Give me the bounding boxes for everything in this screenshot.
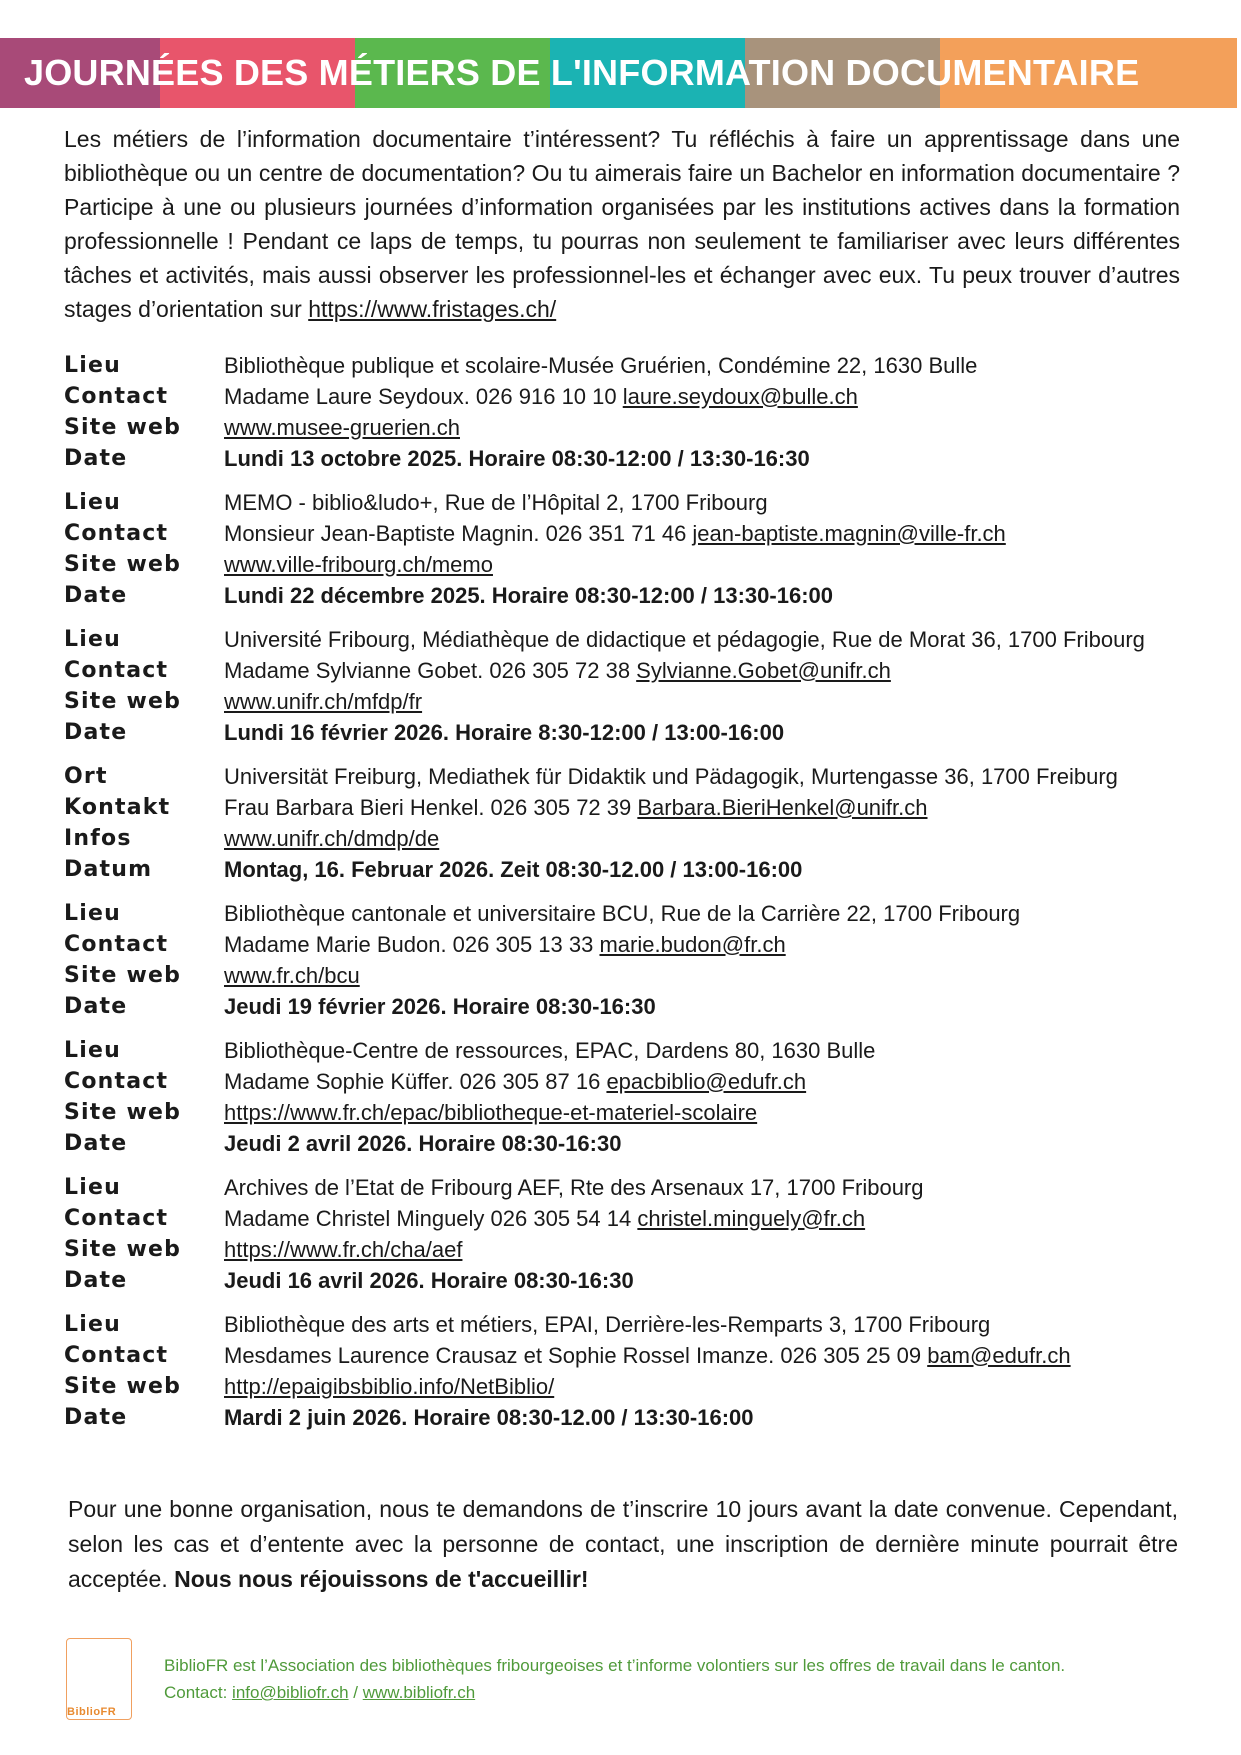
entry-value-contact: [224, 1069, 806, 1095]
entry-value-date: Lundi 16 février 2026. Horaire 8:30-12:00 / 13:00-16:00: [224, 719, 785, 745]
entry-row-site-web: [64, 823, 1214, 854]
entry-label-contact: Kontakt: [64, 795, 171, 820]
entry-value-site-web: [224, 1100, 757, 1126]
entry-value-date: Jeudi 19 février 2026. Horaire 08:30-16:30: [224, 993, 656, 1019]
event-entry: [64, 350, 1214, 474]
entry-row-contact: [64, 929, 1214, 960]
entry-row-site-web: [64, 1371, 1214, 1402]
entry-value-contact: [224, 384, 858, 410]
contact-text: Mesdames Laurence Crausaz et Sophie Rossel Imanze. 026 305 25 09: [224, 1342, 928, 1368]
entry-value-date: Jeudi 16 avril 2026. Horaire 08:30-16:30: [224, 1267, 634, 1293]
entry-value-site-web: [224, 415, 460, 441]
intro-text: Les métiers de l’information documentaire t’intéressent? Tu réfléchis à faire un apprentissage dans une bibliothèque ou un centre de documentation? Ou tu aimerais faire un Bachelor en information documentaire ? Participe à une ou plusieurs journées d’information organisées par les institutions actives dans la formation professionnelle ! Pendant ce laps de temps, tu pourras non seulement te familiariser avec leurs différentes tâches et activités, mais aussi observer les professionnel-les et échanger avec eux. Tu peux trouver d’autres stages d’orientation sur: [64, 126, 1180, 322]
entry-label-lieu: Lieu: [64, 490, 121, 515]
entry-value-lieu: MEMO - biblio&ludo+, Rue de l’Hôpital 2, 1700 Fribourg: [224, 489, 768, 515]
entry-label-date: Date: [64, 1268, 128, 1293]
contact-email-link[interactable]: Barbara.BieriHenkel@unifr.ch: [637, 794, 928, 820]
entry-value-contact: [224, 795, 928, 821]
entry-row-date: [64, 991, 1214, 1022]
website-link[interactable]: http://epaigibsbiblio.info/NetBiblio/: [224, 1373, 555, 1399]
entry-label-lieu: Lieu: [64, 901, 121, 926]
event-entry: [64, 1172, 1214, 1296]
entry-label-lieu: Lieu: [64, 1038, 121, 1063]
contact-email-link[interactable]: bam@edufr.ch: [927, 1342, 1071, 1368]
website-link[interactable]: www.unifr.ch/mfdp/fr: [224, 688, 423, 714]
entry-label-site-web: Site web: [64, 415, 182, 440]
website-link[interactable]: www.fr.ch/bcu: [224, 962, 360, 988]
entry-label-lieu: Ort: [64, 764, 108, 789]
entry-label-contact: Contact: [64, 658, 169, 683]
entry-label-lieu: Lieu: [64, 1312, 121, 1337]
entry-row-lieu: [64, 350, 1214, 381]
entry-label-date: Date: [64, 1131, 128, 1156]
entry-row-lieu: [64, 1309, 1214, 1340]
entry-value-site-web: [224, 1374, 554, 1400]
entry-row-contact: [64, 381, 1214, 412]
entry-value-date: Jeudi 2 avril 2026. Horaire 08:30-16:30: [224, 1130, 622, 1156]
entry-value-lieu: Bibliothèque publique et scolaire-Musée Gruérien, Condémine 22, 1630 Bulle: [224, 352, 978, 378]
entry-label-contact: Contact: [64, 384, 169, 409]
entry-row-lieu: [64, 487, 1214, 518]
entry-value-contact: [224, 521, 1006, 547]
contact-email-link[interactable]: marie.budon@fr.ch: [599, 931, 786, 957]
closing-paragraph: [68, 1492, 1178, 1597]
entry-row-site-web: [64, 412, 1214, 443]
entry-row-date: [64, 580, 1214, 611]
entry-value-date: Montag, 16. Februar 2026. Zeit 08:30-12.00 / 13:00-16:00: [224, 856, 803, 882]
entry-row-lieu: [64, 1172, 1214, 1203]
event-entry: [64, 624, 1214, 748]
entry-value-lieu: Université Fribourg, Médiathèque de didactique et pédagogie, Rue de Morat 36, 1700 Fribourg: [224, 626, 1145, 652]
contact-text: Madame Laure Seydoux. 026 916 10 10: [224, 383, 623, 409]
contact-email-link[interactable]: jean-baptiste.magnin@ville-fr.ch: [692, 520, 1006, 546]
entry-row-date: [64, 1265, 1214, 1296]
entry-row-lieu: [64, 761, 1214, 792]
entry-value-lieu: Archives de l’Etat de Fribourg AEF, Rte des Arsenaux 17, 1700 Fribourg: [224, 1174, 924, 1200]
entry-row-site-web: [64, 686, 1214, 717]
footer-contact-line: [164, 1679, 1184, 1706]
entry-label-lieu: Lieu: [64, 353, 121, 378]
contact-email-link[interactable]: Sylvianne.Gobet@unifr.ch: [636, 657, 891, 683]
entry-row-date: [64, 854, 1214, 885]
entry-row-date: [64, 1402, 1214, 1433]
entry-label-contact: Contact: [64, 1343, 169, 1368]
contact-text: Madame Sophie Küffer. 026 305 87 16: [224, 1068, 607, 1094]
entry-label-lieu: Lieu: [64, 627, 121, 652]
entry-value-date: Lundi 13 octobre 2025. Horaire 08:30-12:00 / 13:30-16:30: [224, 445, 810, 471]
entry-row-lieu: [64, 624, 1214, 655]
footer-contact-label: Contact:: [164, 1683, 233, 1702]
event-entry: [64, 1035, 1214, 1159]
footer-description: BiblioFR est l’Association des bibliothèques fribourgeoises et t’informe volontiers sur les offres de travail dans le canton.: [164, 1656, 1066, 1675]
entry-label-site-web: Site web: [64, 1237, 182, 1262]
entry-row-site-web: [64, 549, 1214, 580]
entry-row-site-web: [64, 960, 1214, 991]
footer-email-link[interactable]: info@bibliofr.ch: [232, 1683, 349, 1702]
website-link[interactable]: https://www.fr.ch/cha/aef: [224, 1236, 463, 1262]
entry-label-contact: Contact: [64, 1069, 169, 1094]
intro-paragraph: [64, 122, 1180, 326]
entry-value-lieu: Bibliothèque-Centre de ressources, EPAC, Dardens 80, 1630 Bulle: [224, 1037, 876, 1063]
entry-value-date: Mardi 2 juin 2026. Horaire 08:30-12.00 / 13:30-16:00: [224, 1404, 754, 1430]
website-link[interactable]: https://www.fr.ch/epac/bibliotheque-et-materiel-scolaire: [224, 1099, 758, 1125]
event-entry: [64, 898, 1214, 1022]
entry-value-site-web: [224, 689, 422, 715]
entry-value-lieu: Bibliothèque des arts et métiers, EPAI, Derrière-les-Remparts 3, 1700 Fribourg: [224, 1311, 991, 1337]
entry-row-contact: [64, 518, 1214, 549]
entry-label-contact: Contact: [64, 521, 169, 546]
event-entry: [64, 1309, 1214, 1433]
contact-text: Monsieur Jean-Baptiste Magnin. 026 351 71 46: [224, 520, 693, 546]
entry-label-site-web: Site web: [64, 1100, 182, 1125]
entry-value-site-web: [224, 552, 493, 578]
entry-row-contact: [64, 1066, 1214, 1097]
closing-emphasis: Nous nous réjouissons de t'accueillir!: [174, 1566, 589, 1592]
entry-label-site-web: Infos: [64, 826, 132, 851]
entry-value-date: Lundi 22 décembre 2025. Horaire 08:30-12:00 / 13:30-16:00: [224, 582, 833, 608]
event-list: [64, 350, 1214, 1446]
contact-email-link[interactable]: christel.minguely@fr.ch: [637, 1205, 866, 1231]
closing-text: Pour une bonne organisation, nous te demandons de t’inscrire 10 jours avant la date convenue. Cependant, selon les cas et d’entente avec la personne de contact, une inscription de dernière minute pourrait être acceptée.: [68, 1496, 1178, 1592]
entry-row-site-web: [64, 1234, 1214, 1265]
event-entry: [64, 487, 1214, 611]
fristages-link[interactable]: https://www.fristages.ch/: [308, 296, 557, 322]
entry-value-contact: [224, 932, 786, 958]
footer-website-link[interactable]: www.bibliofr.ch: [362, 1683, 476, 1702]
entry-label-date: Date: [64, 1405, 128, 1430]
entry-label-lieu: Lieu: [64, 1175, 121, 1200]
footer: [164, 1652, 1184, 1706]
entry-label-date: Date: [64, 720, 128, 745]
contact-email-link[interactable]: epacbiblio@edufr.ch: [606, 1068, 807, 1094]
footer-separator: /: [348, 1683, 363, 1702]
event-entry: [64, 761, 1214, 885]
page-title: JOURNÉES DES MÉTIERS DE L'INFORMATION DOCUMENTAIRE: [24, 52, 1140, 93]
entry-label-contact: Contact: [64, 1206, 169, 1231]
entry-row-date: [64, 717, 1214, 748]
contact-text: Frau Barbara Bieri Henkel. 026 305 72 39: [224, 794, 638, 820]
website-link[interactable]: www.ville-fribourg.ch/memo: [224, 551, 493, 577]
entry-label-date: Datum: [64, 857, 153, 882]
website-link[interactable]: www.unifr.ch/dmdp/de: [224, 825, 440, 851]
entry-value-contact: [224, 1343, 1071, 1369]
website-link[interactable]: www.musee-gruerien.ch: [224, 414, 460, 440]
entry-row-contact: [64, 792, 1214, 823]
entry-row-lieu: [64, 898, 1214, 929]
contact-text: Madame Christel Minguely 026 305 54 14: [224, 1205, 638, 1231]
entry-label-site-web: Site web: [64, 1374, 182, 1399]
contact-text: Madame Marie Budon. 026 305 13 33: [224, 931, 600, 957]
contact-text: Madame Sylvianne Gobet. 026 305 72 38: [224, 657, 637, 683]
entry-label-contact: Contact: [64, 932, 169, 957]
entry-label-site-web: Site web: [64, 552, 182, 577]
entry-value-site-web: [224, 826, 439, 852]
entry-value-site-web: [224, 1237, 462, 1263]
entry-value-contact: [224, 1206, 865, 1232]
entry-row-site-web: [64, 1097, 1214, 1128]
entry-value-site-web: [224, 963, 360, 989]
entry-row-contact: [64, 655, 1214, 686]
entry-row-date: [64, 1128, 1214, 1159]
bibliofr-logo-text: BiblioFR: [67, 1706, 117, 1718]
entry-label-date: Date: [64, 583, 128, 608]
entry-row-lieu: [64, 1035, 1214, 1066]
entry-value-lieu: Universität Freiburg, Mediathek für Didaktik und Pädagogik, Murtengasse 36, 1700 Freiburg: [224, 763, 1118, 789]
entry-label-site-web: Site web: [64, 689, 182, 714]
entry-row-date: [64, 443, 1214, 474]
entry-label-date: Date: [64, 994, 128, 1019]
entry-value-contact: [224, 658, 891, 684]
entry-label-date: Date: [64, 446, 128, 471]
contact-email-link[interactable]: laure.seydoux@bulle.ch: [622, 383, 858, 409]
entry-row-contact: [64, 1203, 1214, 1234]
entry-row-contact: [64, 1340, 1214, 1371]
entry-label-site-web: Site web: [64, 963, 182, 988]
entry-value-lieu: Bibliothèque cantonale et universitaire BCU, Rue de la Carrière 22, 1700 Fribourg: [224, 900, 1021, 926]
